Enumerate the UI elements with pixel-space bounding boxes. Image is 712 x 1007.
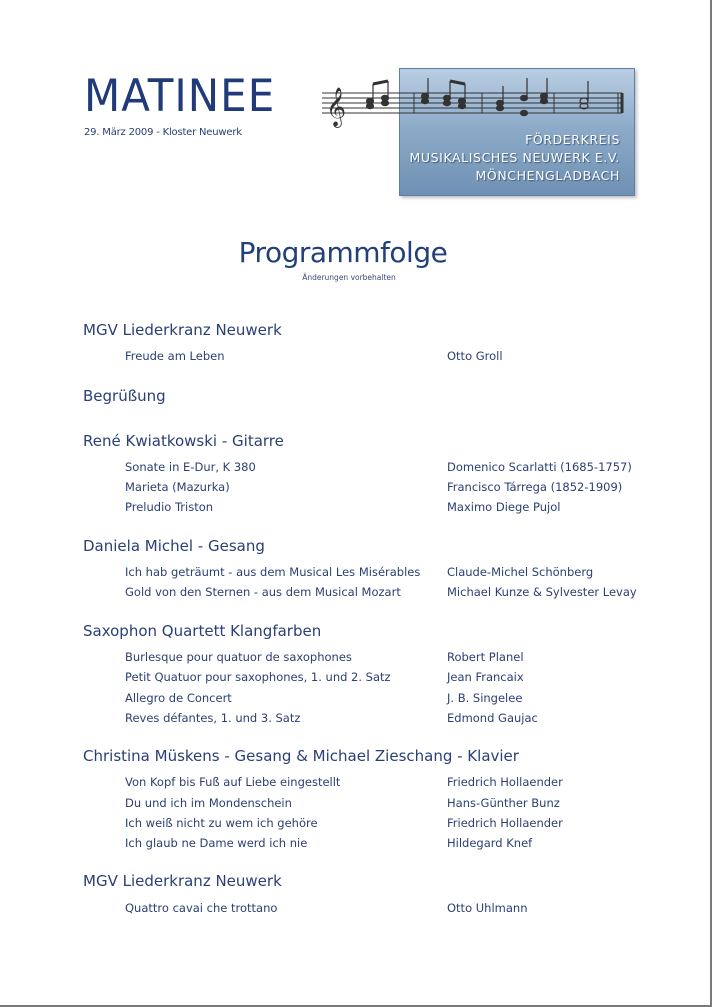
composer-name: Robert Planel [447, 650, 524, 664]
section-title: Begrüßung [83, 387, 166, 405]
composer-name: Domenico Scarlatti (1685-1757) [447, 460, 632, 474]
piece-title: Von Kopf bis Fuß auf Liebe eingestellt [125, 775, 341, 789]
section-title: MGV Liederkranz Neuwerk [83, 872, 282, 890]
piece-title: Burlesque pour quatuor de saxophones [125, 650, 352, 664]
piece-title: Gold von den Sternen - aus dem Musical Mozart [125, 585, 401, 599]
page-title: MATINEE [84, 70, 276, 122]
piece-title: Freude am Leben [125, 349, 225, 363]
composer-name: Jean Francaix [447, 670, 524, 684]
composer-name: Friedrich Hollaender [447, 775, 563, 789]
composer-name: J. B. Singelee [447, 691, 523, 705]
section-title: Daniela Michel - Gesang [83, 537, 265, 555]
piece-title: Du und ich im Mondenschein [125, 796, 292, 810]
piece-title: Petit Quatuor pour saxophones, 1. und 2. Satz [125, 670, 391, 684]
logo [322, 66, 634, 196]
section-title: Christina Müskens - Gesang & Michael Zieschang - Klavier [83, 747, 519, 765]
composer-name: Claude-Michel Schönberg [447, 565, 594, 579]
composer-name: Hans-Günther Bunz [447, 796, 560, 810]
program-heading: Programmfolge [238, 236, 448, 269]
piece-title: Ich weiß nicht zu wem ich gehöre [125, 816, 318, 830]
composer-name: Maximo Diege Pujol [447, 500, 561, 514]
svg-text:𝄞: 𝄞 [326, 87, 347, 127]
logo-line-3: MÖNCHENGLADBACH [475, 168, 620, 183]
piece-title: Allegro de Concert [125, 691, 232, 705]
composer-name: Edmond Gaujac [447, 711, 538, 725]
composer-name: Otto Uhlmann [447, 901, 528, 915]
composer-name: Francisco Tárrega (1852-1909) [447, 480, 623, 494]
piece-title: Quattro cavai che trottano [125, 901, 278, 915]
section-title: René Kwiatkowski - Gitarre [83, 432, 284, 450]
section-title: Saxophon Quartett Klangfarben [83, 622, 322, 640]
piece-title: Preludio Triston [125, 500, 214, 514]
logo-line-1: FÖRDERKREIS [525, 132, 620, 147]
piece-title: Sonate in E-Dur, K 380 [125, 460, 256, 474]
piece-title: Ich glaub ne Dame werd ich nie [125, 836, 308, 850]
piece-title: Ich hab geträumt - aus dem Musical Les Misérables [125, 565, 421, 579]
logo-line-2: MUSIKALISCHES NEUWERK E.V. [409, 150, 620, 165]
piece-title: Marieta (Mazurka) [125, 480, 230, 494]
composer-name: Michael Kunze & Sylvester Levay [447, 585, 637, 599]
composer-name: Otto Groll [447, 349, 503, 363]
event-date-location: 29. März 2009 - Kloster Neuwerk [84, 127, 242, 138]
piece-title: Reves défantes, 1. und 3. Satz [125, 711, 301, 725]
composer-name: Friedrich Hollaender [447, 816, 563, 830]
program-note: Änderungen vorbehalten [302, 273, 396, 282]
section-title: MGV Liederkranz Neuwerk [83, 321, 282, 339]
music-staff-icon [322, 66, 634, 136]
composer-name: Hildegard Knef [447, 836, 533, 850]
